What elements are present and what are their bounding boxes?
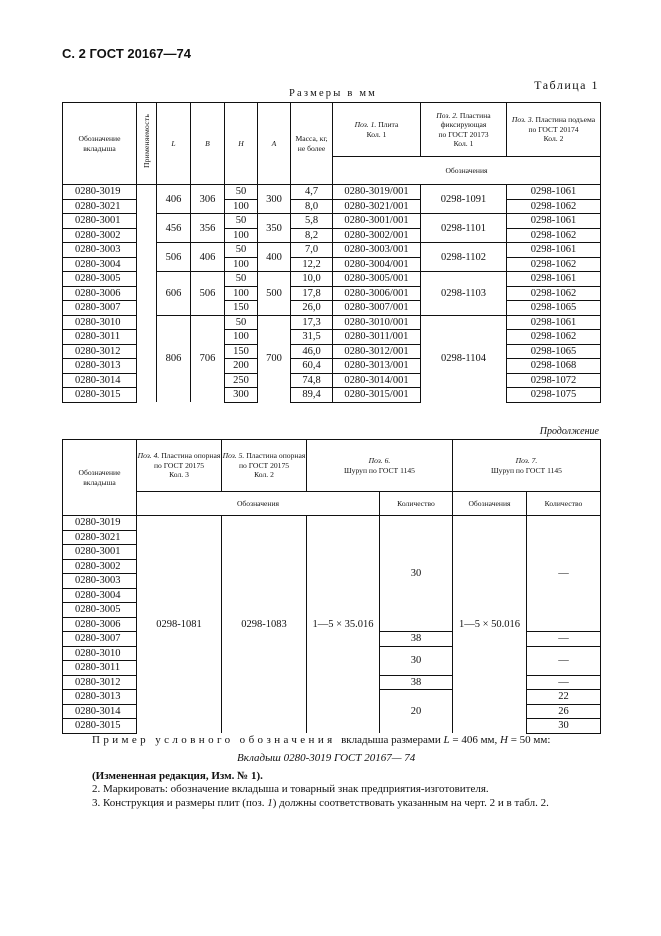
designation-cell: 0280-3021 [63, 530, 137, 545]
pos1-cell: 0280-3002/001 [333, 228, 421, 243]
pos2-cell: 0298-1102 [421, 243, 507, 272]
mass-cell: 8,2 [291, 228, 333, 243]
pos2-cell: 0298-1101 [421, 214, 507, 243]
pos1-cell: 0280-3013/001 [333, 359, 421, 374]
pos7-qty-cell: 30 [527, 719, 601, 734]
pos3-cell: 0298-1065 [507, 344, 601, 359]
designation-cell: 0280-3002 [63, 559, 137, 574]
designation-cell: 0280-3011 [63, 661, 137, 676]
designation-cell: 0280-3021 [63, 199, 137, 214]
H-cell: 100 [225, 330, 258, 345]
applicability-cell [137, 185, 157, 403]
H-cell: 200 [225, 359, 258, 374]
pos2-cell: 0298-1091 [421, 185, 507, 214]
pos3-cell: 0298-1062 [507, 257, 601, 272]
col-pos5-header: Поз. 5. Пластина опорная по ГОСТ 20175 Кол. 2 [222, 440, 307, 492]
H-cell: 300 [225, 388, 258, 403]
L-cell: 456 [157, 214, 191, 243]
col-mass-header: Масса, кг, не более [291, 103, 333, 185]
H-cell: 100 [225, 286, 258, 301]
pos1-cell: 0280-3021/001 [333, 199, 421, 214]
marking-note: 2. Маркировать: обозначение вкладыша и товарный знак предприятия-изготовителя. [92, 783, 489, 795]
H-cell: 150 [225, 301, 258, 316]
t2-designations-subheader: Обозначения [137, 492, 380, 516]
designation-cell: 0280-3006 [63, 286, 137, 301]
pos1-cell: 0280-3004/001 [333, 257, 421, 272]
A-cell: 350 [258, 214, 291, 243]
example-label: Пример условного обозначения [92, 734, 336, 746]
pos7-qty-cell: — [527, 516, 601, 632]
B-cell: 306 [191, 185, 225, 214]
designation-cell: 0280-3007 [63, 632, 137, 647]
designation-cell: 0280-3013 [63, 690, 137, 705]
mass-cell: 10,0 [291, 272, 333, 287]
designation-cell: 0280-3014 [63, 704, 137, 719]
pos1-cell: 0280-3019/001 [333, 185, 421, 200]
designation-cell: 0280-3001 [63, 214, 137, 229]
pos1-cell: 0280-3011/001 [333, 330, 421, 345]
A-cell: 400 [258, 243, 291, 272]
designations-subheader: Обозначения [333, 157, 601, 185]
pos3-cell: 0298-1062 [507, 228, 601, 243]
col-pos7-header: Поз. 7. Шуруп по ГОСТ 1145 [453, 440, 601, 492]
designation-cell: 0280-3014 [63, 373, 137, 388]
designation-cell: 0280-3001 [63, 545, 137, 560]
H-cell: 100 [225, 228, 258, 243]
pos7-qty-cell: 26 [527, 704, 601, 719]
mass-cell: 7,0 [291, 243, 333, 258]
pos6-designation-cell: 1—5 × 35.016 [307, 516, 380, 734]
designation-cell: 0280-3015 [63, 719, 137, 734]
pos7-designation-cell: 1—5 × 50.016 [453, 516, 527, 734]
pos3-cell: 0298-1061 [507, 214, 601, 229]
H-cell: 50 [225, 272, 258, 287]
page-header: С. 2 ГОСТ 20167—74 [62, 46, 191, 61]
pos3-cell: 0298-1062 [507, 286, 601, 301]
pos7-qty-cell: — [527, 632, 601, 647]
B-cell: 506 [191, 272, 225, 316]
designation-cell: 0280-3015 [63, 388, 137, 403]
t2-col-designation-header: Обозначение вкладыша [63, 440, 137, 516]
col-pos2-header: Поз. 2. Пластина фиксирующая по ГОСТ 20173 Кол. 1 [421, 103, 507, 157]
pos1-cell: 0280-3001/001 [333, 214, 421, 229]
pos1-cell: 0280-3006/001 [333, 286, 421, 301]
pos6-qty-cell: 30 [380, 516, 453, 632]
pos1-cell: 0280-3015/001 [333, 388, 421, 403]
col-H-header: H [225, 103, 258, 185]
designation-cell: 0280-3003 [63, 574, 137, 589]
designation-cell: 0280-3019 [63, 516, 137, 531]
pos1-cell: 0280-3005/001 [333, 272, 421, 287]
mass-cell: 12,2 [291, 257, 333, 272]
pos7-qty-cell: — [527, 646, 601, 675]
col-pos6-header: Поз. 6. Шуруп по ГОСТ 1145 [307, 440, 453, 492]
mass-cell: 46,0 [291, 344, 333, 359]
pos3-cell: 0298-1072 [507, 373, 601, 388]
designation-cell: 0280-3010 [63, 315, 137, 330]
pos6-qty-cell: 38 [380, 675, 453, 690]
B-cell: 356 [191, 214, 225, 243]
H-cell: 150 [225, 344, 258, 359]
pos7-qty-subheader: Количество [527, 492, 601, 516]
designation-cell: 0280-3005 [63, 603, 137, 618]
revision-note: (Измененная редакция, Изм. № 1). [92, 770, 263, 782]
col-A-header: A [258, 103, 291, 185]
designation-cell: 0280-3007 [63, 301, 137, 316]
mass-cell: 31,5 [291, 330, 333, 345]
designation-cell: 0280-3010 [63, 646, 137, 661]
table2-body [63, 516, 601, 734]
pos2-cell: 0298-1103 [421, 272, 507, 316]
H-cell: 100 [225, 257, 258, 272]
pos5-cell: 0298-1083 [222, 516, 307, 734]
col-pos4-header: Поз. 4. Пластина опорная по ГОСТ 20175 Кол. 3 [137, 440, 222, 492]
pos7-qty-cell: — [527, 675, 601, 690]
designation-cell: 0280-3004 [63, 257, 137, 272]
designation-cell: 0280-3002 [63, 228, 137, 243]
col-designation-header: Обозначение вкладыша [63, 103, 137, 185]
A-cell: 500 [258, 272, 291, 316]
designation-cell: 0280-3019 [63, 185, 137, 200]
pos3-cell: 0298-1065 [507, 301, 601, 316]
pos7-designation-subheader: Обозначения [453, 492, 527, 516]
mass-cell: 74,8 [291, 373, 333, 388]
H-cell: 100 [225, 199, 258, 214]
A-cell: 300 [258, 185, 291, 214]
designation-cell: 0280-3012 [63, 344, 137, 359]
dimensions-caption: Размеры в мм [289, 88, 378, 99]
mass-cell: 17,8 [291, 286, 333, 301]
mass-cell: 26,0 [291, 301, 333, 316]
construction-note: 3. Конструкция и размеры плит (поз. 1) должны соответствовать указанным на черт. 2 и в табл. 2. [92, 797, 549, 809]
example-designation: Пример условного обозначения вкладыша размерами L = 406 мм, H = 50 мм: [92, 734, 551, 746]
mass-cell: 89,4 [291, 388, 333, 403]
col-pos3-header: Поз. 3. Пластина подъема по ГОСТ 20174 Кол. 2 [507, 103, 601, 157]
pos4-cell: 0298-1081 [137, 516, 222, 734]
pos3-cell: 0298-1062 [507, 199, 601, 214]
designation-cell: 0280-3012 [63, 675, 137, 690]
pos3-cell: 0298-1061 [507, 243, 601, 258]
pos3-cell: 0298-1075 [507, 388, 601, 403]
pos6-qty-cell: 38 [380, 632, 453, 647]
pos1-cell: 0280-3012/001 [333, 344, 421, 359]
pos1-cell: 0280-3010/001 [333, 315, 421, 330]
pos1-cell: 0280-3014/001 [333, 373, 421, 388]
H-cell: 50 [225, 214, 258, 229]
L-cell: 806 [157, 315, 191, 402]
L-cell: 506 [157, 243, 191, 272]
table1-body [63, 185, 601, 403]
designation-cell: 0280-3006 [63, 617, 137, 632]
pos6-qty-cell: 30 [380, 646, 453, 675]
pos1-cell: 0280-3003/001 [333, 243, 421, 258]
mass-cell: 4,7 [291, 185, 333, 200]
B-cell: 406 [191, 243, 225, 272]
pos3-cell: 0298-1062 [507, 330, 601, 345]
H-cell: 50 [225, 185, 258, 200]
col-pos1-header: Поз. 1. Плита Кол. 1 [333, 103, 421, 157]
continuation-label: Продолжение [539, 426, 599, 437]
pos6-qty-cell: 20 [380, 690, 453, 734]
designation-cell: 0280-3011 [63, 330, 137, 345]
insert-dimensions-table [62, 102, 601, 403]
L-cell: 406 [157, 185, 191, 214]
mass-cell: 8,0 [291, 199, 333, 214]
H-cell: 50 [225, 315, 258, 330]
col-B-header: B [191, 103, 225, 185]
A-cell: 700 [258, 315, 291, 402]
pos3-cell: 0298-1061 [507, 315, 601, 330]
table-label: Таблица 1 [534, 78, 599, 92]
designation-cell: 0280-3004 [63, 588, 137, 603]
designation-cell: 0280-3005 [63, 272, 137, 287]
mass-cell: 60,4 [291, 359, 333, 374]
designation-cell: 0280-3013 [63, 359, 137, 374]
mass-cell: 17,3 [291, 315, 333, 330]
H-cell: 250 [225, 373, 258, 388]
fastener-table [62, 439, 601, 734]
pos6-qty-subheader: Количество [380, 492, 453, 516]
pos3-cell: 0298-1068 [507, 359, 601, 374]
example-designation-value: Вкладыш 0280-3019 ГОСТ 20167— 74 [237, 752, 416, 764]
col-applicability-header [137, 103, 157, 185]
pos3-cell: 0298-1061 [507, 185, 601, 200]
applicability-label: Применяемость [142, 114, 151, 168]
mass-cell: 5,8 [291, 214, 333, 229]
pos2-cell: 0298-1104 [421, 315, 507, 402]
H-cell: 50 [225, 243, 258, 258]
B-cell: 706 [191, 315, 225, 402]
pos3-cell: 0298-1061 [507, 272, 601, 287]
pos7-qty-cell: 22 [527, 690, 601, 705]
pos1-cell: 0280-3007/001 [333, 301, 421, 316]
designation-cell: 0280-3003 [63, 243, 137, 258]
col-L-header: L [157, 103, 191, 185]
L-cell: 606 [157, 272, 191, 316]
